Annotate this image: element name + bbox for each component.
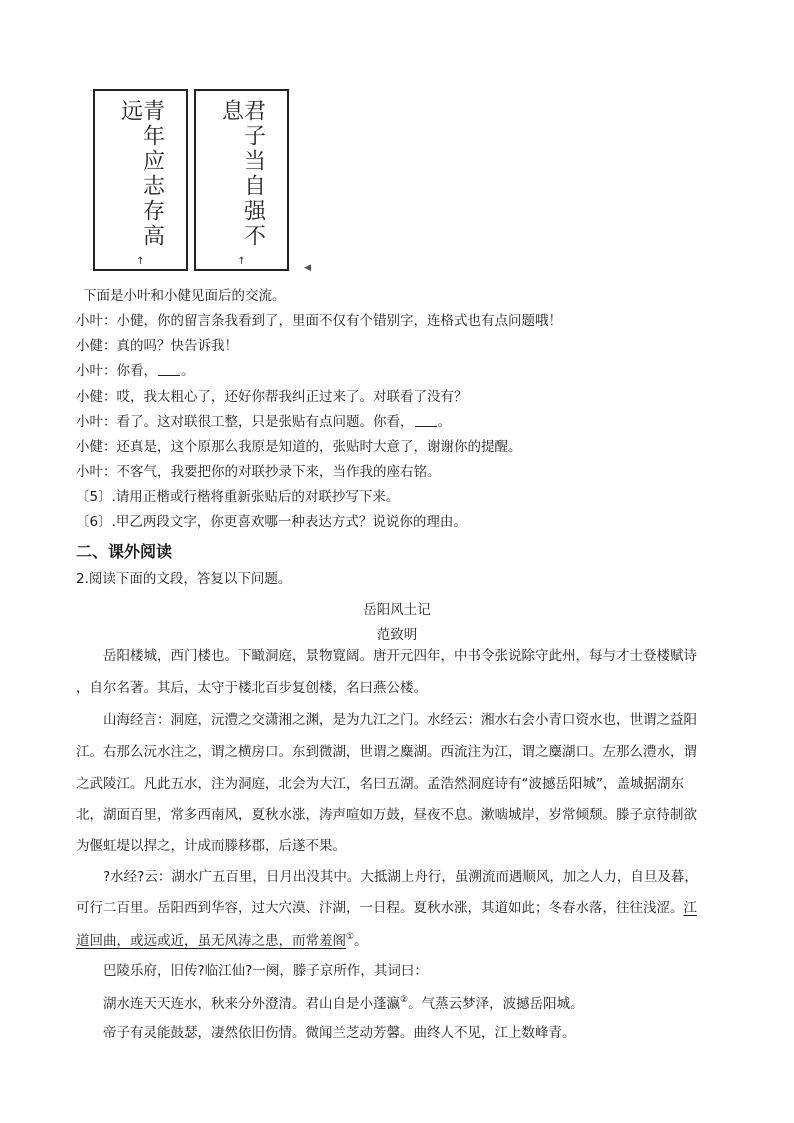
dialogue-line-with-blank <box>76 416 451 430</box>
article-text: 。气蒸云梦泽，波撼岳阳城。 <box>408 996 584 1012</box>
article-line: 岳阳楼城，西门楼也。下瞰洞庭，景物寛阔。唐开元四年，中书令张说除守此州，每与才士登楼赋诗 <box>103 648 697 664</box>
article-line-with-underline-start <box>76 902 697 916</box>
article-line-with-footnote <box>103 996 584 1012</box>
article-title: 岳阳风土记 <box>363 602 431 618</box>
article-line: 北，湖面百里，常多西南风，夏秋水涨，涛声喧如万鼓，昼夜不息。漱啮城岸，岁常倾颓。滕子京待制欲 <box>76 807 697 823</box>
scroll-arrow-icon: ↑ <box>237 256 246 267</box>
dialogue-line: 小健：真的吗？快告诉我！ <box>76 338 238 354</box>
article-line: 山海经言：洞庭，沅澧之交潇湘之渊，是为九江之门。水经云：湘水右会小青口资水也，世谓之益阳 <box>103 712 697 728</box>
article-line: ，自尔名著。其后，太守于楼北百步复创楼，名曰燕公楼。 <box>76 680 427 696</box>
article-line-underlined <box>76 933 368 949</box>
footnote-2: ② <box>400 995 409 1005</box>
dialogue-line: 小健：还真是，这个原那么我原是知道的，张贴时大意了，谢谢你的提醒。 <box>76 439 522 455</box>
section-title: 二、课外阅读 <box>76 542 173 561</box>
article-author: 范致明 <box>376 627 418 643</box>
scroll-arrow-icon: ↑ <box>136 256 145 267</box>
dialogue-line: 小叶：小健，你的留言条我看到了，里面不仅有个错别字，连格式也有点问题哦！ <box>76 313 562 329</box>
couplet-image <box>93 89 311 277</box>
dialogue-intro: 下面是小叶和小健见面后的交流。 <box>83 288 286 304</box>
article-line: 之武陵江。凡此五水，注为洞庭，北会为大江，名曰五湖。孟浩然洞庭诗有“波撼岳阳城”，盖城据湖东 <box>76 776 684 792</box>
punctuation: 。 <box>437 414 451 430</box>
article-line: 帝子有灵能鼓瑟，凄然依旧伤情。微闻兰芝动芳馨。曲终人不见，江上数峰青。 <box>103 1025 576 1041</box>
footnote-1: ① <box>346 932 355 942</box>
couplet-scroll-right <box>194 89 289 271</box>
couplet-scroll-left <box>93 89 188 271</box>
article-text: 可行二百里。岳阳西到华容，过大穴漠、汴湖，一日程。夏秋水涨，其道如此；冬春水落，往往浅涩。 <box>76 900 684 916</box>
question-6: 〔6〕.甲乙两段文字，你更喜欢哪一种表达方式？说说你的理由。 <box>76 514 467 530</box>
punctuation: 。 <box>354 933 368 949</box>
answer-blank[interactable] <box>158 375 180 376</box>
couplet-right-text: 君子当自强不息 <box>218 99 266 249</box>
underlined-text: 道回曲，或远或近，虽无风涛之患，而常羞阁 <box>76 933 346 949</box>
dialogue-line: 小叶：不客气，我要把你的对联抄录下来，当作我的座右铭。 <box>76 464 441 480</box>
question-5: 〔5〕.请用正楷或行楷将重新张贴后的对联抄写下来。 <box>76 489 400 505</box>
article-line: 江。右那么沅水注之，谓之横房口。东到微湖，世谓之麋湖。西流注为江，谓之麋湖口。左那么澧水，谓 <box>76 744 697 760</box>
article-line: 为偃虹堤以捍之，计成而滕移郡，后遂不果。 <box>76 838 346 854</box>
underlined-text: 江 <box>683 900 697 916</box>
article-line: 巴陵乐府，旧传?临江仙?一阕，滕子京所作，其词曰： <box>103 963 428 979</box>
dialogue-line-with-blank <box>76 365 195 379</box>
punctuation: 。 <box>181 363 195 379</box>
triangle-marker-icon: ◀ <box>304 263 311 273</box>
dialogue-line: 小健：哎，我太粗心了，还好你帮我纠正过来了。对联看了没有？ <box>76 389 468 405</box>
article-line: ?水经?云：湖水广五百里，日月出没其中。大抵湖上舟行，虽溯流而遇顺风，加之人力，自旦及暮， <box>103 869 698 885</box>
article-text: 湖水连天天连水，秋来分外澄清。君山自是小蓬瀛 <box>103 996 400 1012</box>
dialogue-text: 小叶：你看， <box>76 363 157 379</box>
dialogue-text: 小叶：看了。这对联很工整，只是张贴有点问题。你看， <box>76 414 414 430</box>
question-2: 2.阅读下面的文段，答复以下问题。 <box>76 571 292 587</box>
answer-blank[interactable] <box>415 426 437 427</box>
couplet-left-text: 青年应志存高远 <box>117 99 165 249</box>
